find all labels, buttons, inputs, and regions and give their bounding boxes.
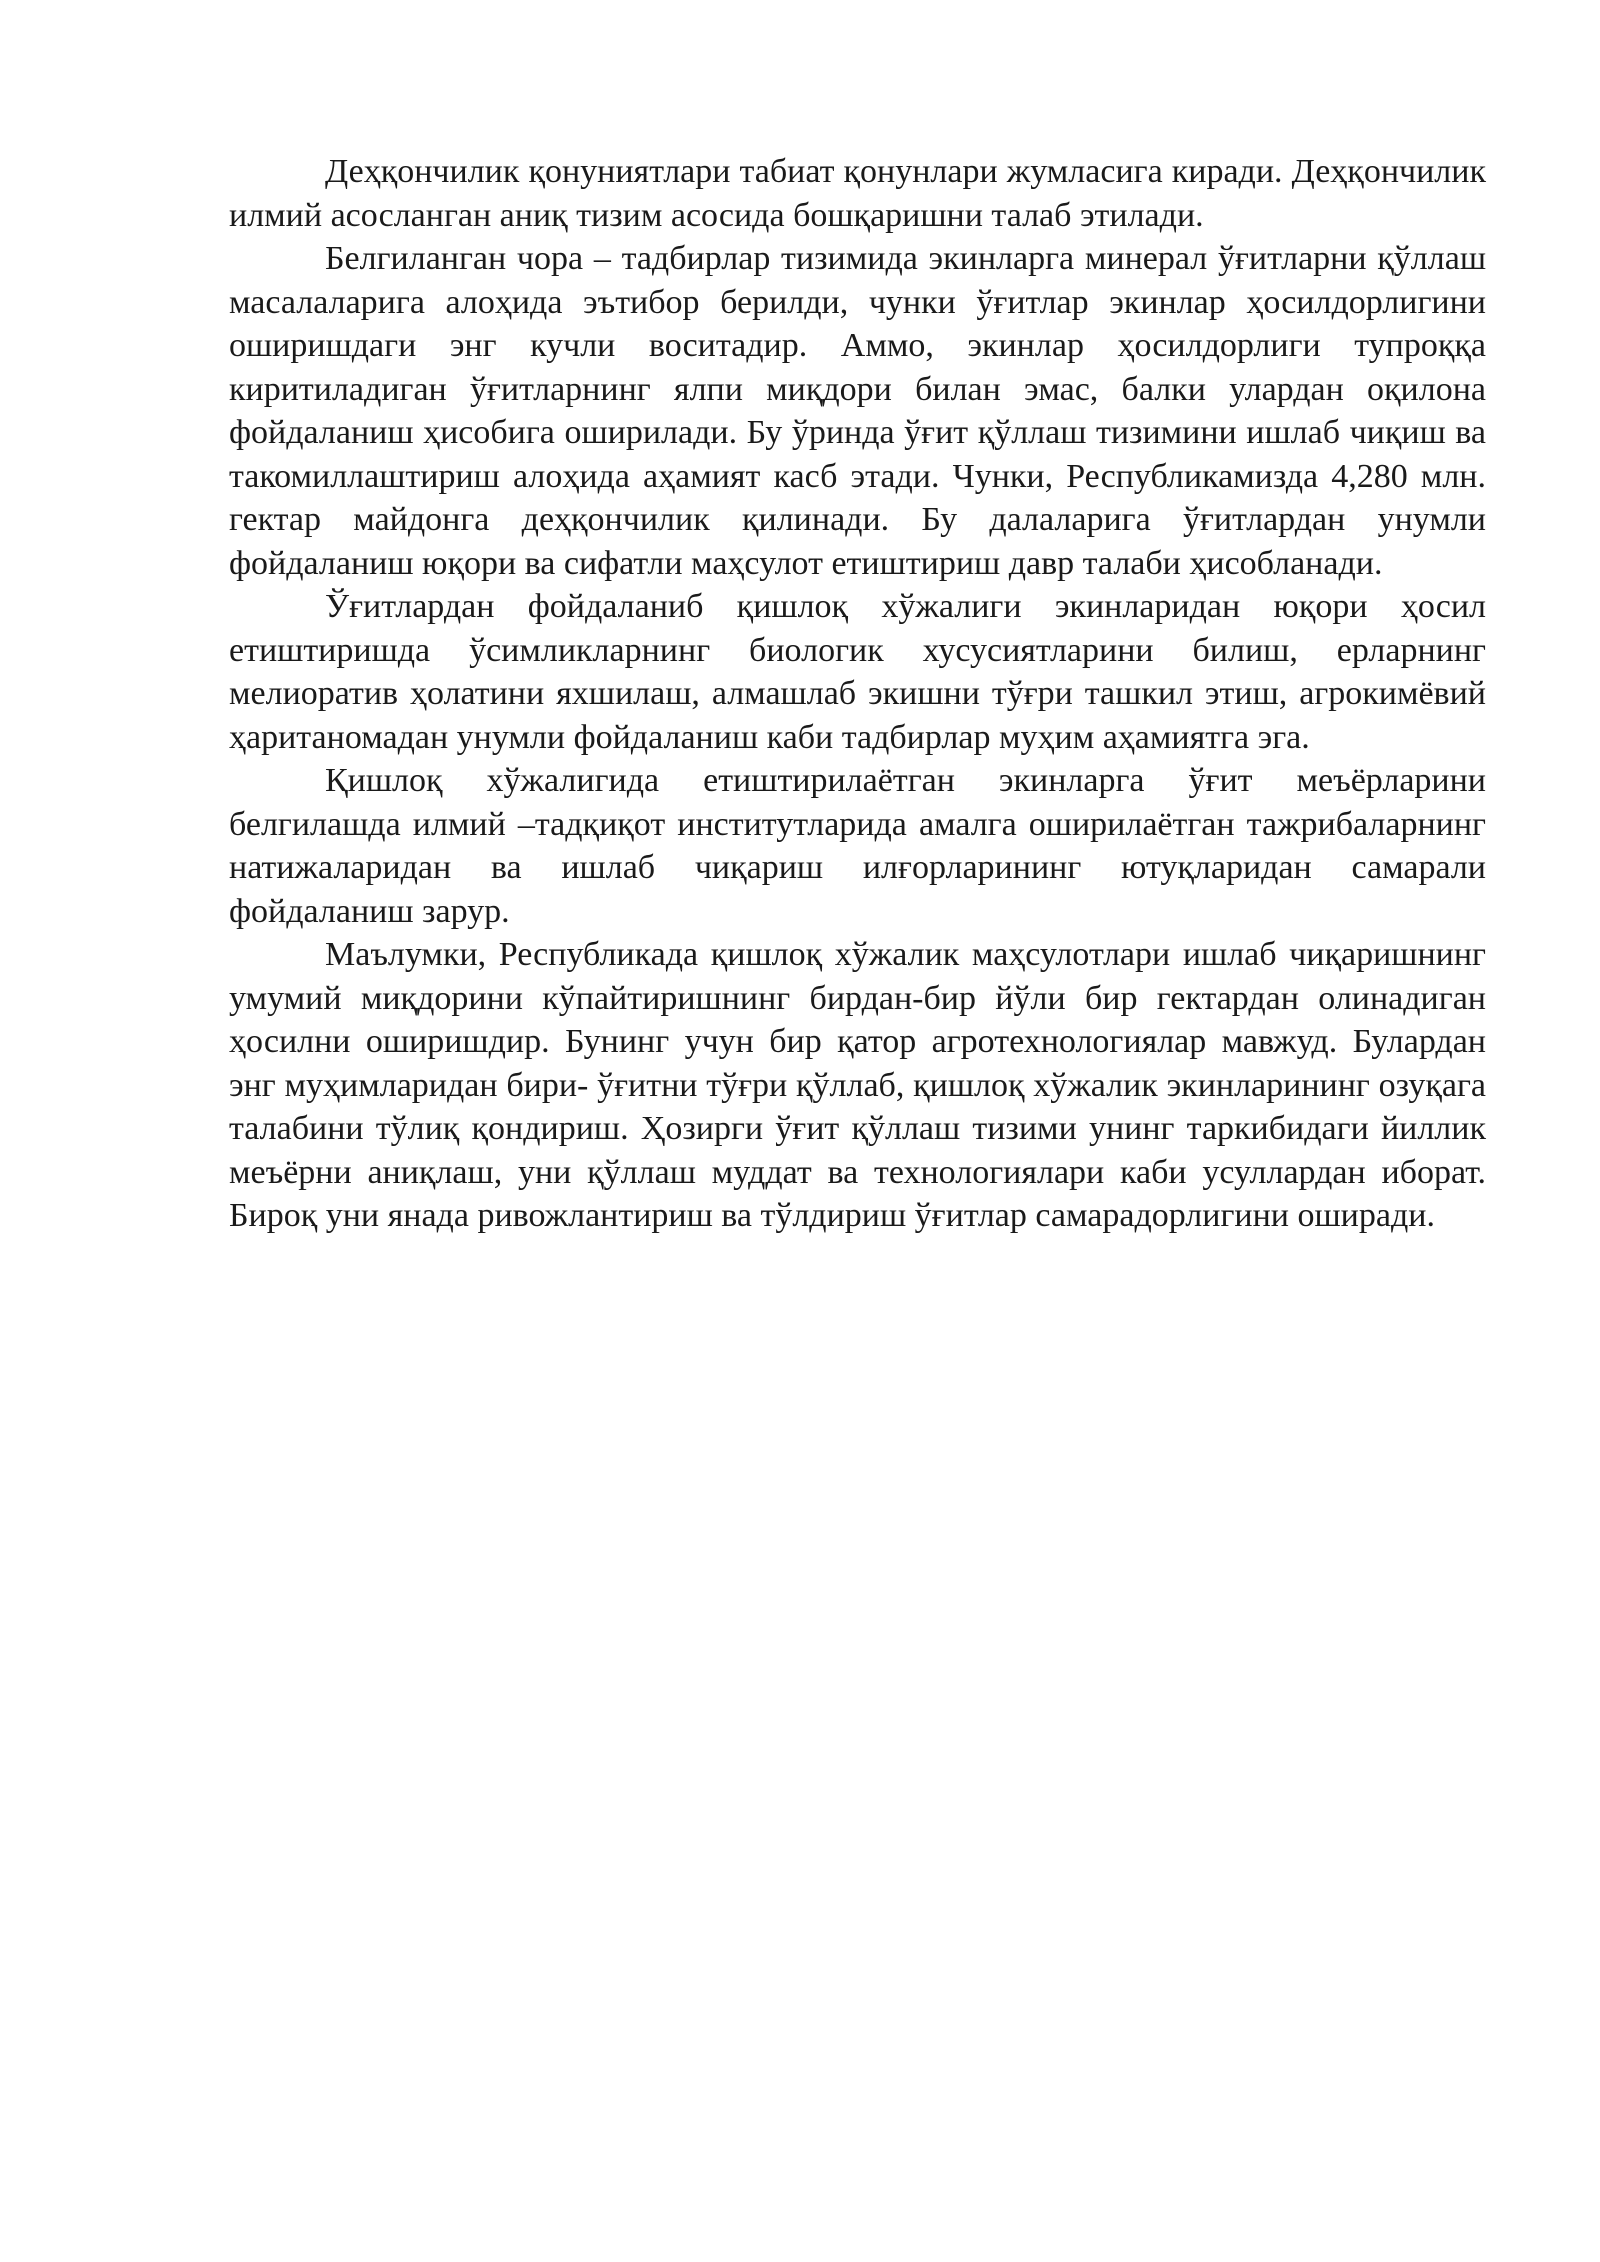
- paragraph-1: Деҳқончилик қонуниятлари табиат қонунлари жумласига киради. Деҳқончилик илмий асосланган аниқ тизим асосида бошқаришни талаб этилади.: [229, 153, 1486, 234]
- paragraph-3: Ўғитлардан фойдаланиб қишлоқ хўжалиги экинларидан юқори ҳосил етиштиришда ўсимликларнинг биологик хусусиятларини билиш, ерларнинг мелиоратив ҳолатини яхшилаш, алмашлаб экишни тўғри ташкил этиш, агрокимёвий ҳаританомадан унумли фойдаланиш каби тадбирлар муҳим аҳамиятга эга.: [229, 588, 1486, 756]
- paragraph-4: Қишлоқ хўжалигида етиштирилаётган экинларга ўғит меъёрларини белгилашда илмий –тадқиқот институтларида амалга оширилаётган тажрибаларнинг натижаларидан ва ишлаб чиқариш илғорларининг ютуқларидан самарали фойдаланиш зарур.: [229, 762, 1486, 930]
- paragraph-5: Маълумки, Республикада қишлоқ хўжалик маҳсулотлари ишлаб чиқаришнинг умумий миқдорини кўпайтиришнинг бирдан-бир йўли бир гектардан олинадиган ҳосилни оширишдир. Бунинг учун бир қатор агротехнологиялар мавжуд. Булардан энг муҳимларидан бири- ўғитни тўғри қўллаб, қишлоқ хўжалик экинларининг озуқага талабини тўлиқ қондириш. Ҳозирги ўғит қўллаш тизими унинг таркибидаги йиллик меъёрни аниқлаш, уни қўллаш муддат ва технологиялари каби усуллардан иборат. Бироқ уни янада ривожлантириш ва тўлдириш ўғитлар самарадорлигини оширади.: [229, 936, 1486, 1234]
- paragraph-2: Белгиланган чора – тадбирлар тизимида экинларга минерал ўғитларни қўллаш масалаларига алоҳида эътибор берилди, чунки ўғитлар экинлар ҳосилдорлигини оширишдаги энг кучли воситадир. Аммо, экинлар ҳосилдорлиги тупроққа киритиладиган ўғитларнинг ялпи миқдори билан эмас, балки улардан оқилона фойдаланиш ҳисобига оширилади. Бу ўринда ўғит қўллаш тизимини ишлаб чиқиш ва такомиллаштириш алоҳида аҳамият касб этади. Чунки, Республикамизда 4,280 млн. гектар майдонга деҳқончилик қилинади. Бу далаларига ўғитлардан унумли фойдаланиш юқори ва сифатли маҳсулот етиштириш давр талаби ҳисобланади.: [229, 240, 1486, 582]
- document-body: [229, 150, 1486, 1238]
